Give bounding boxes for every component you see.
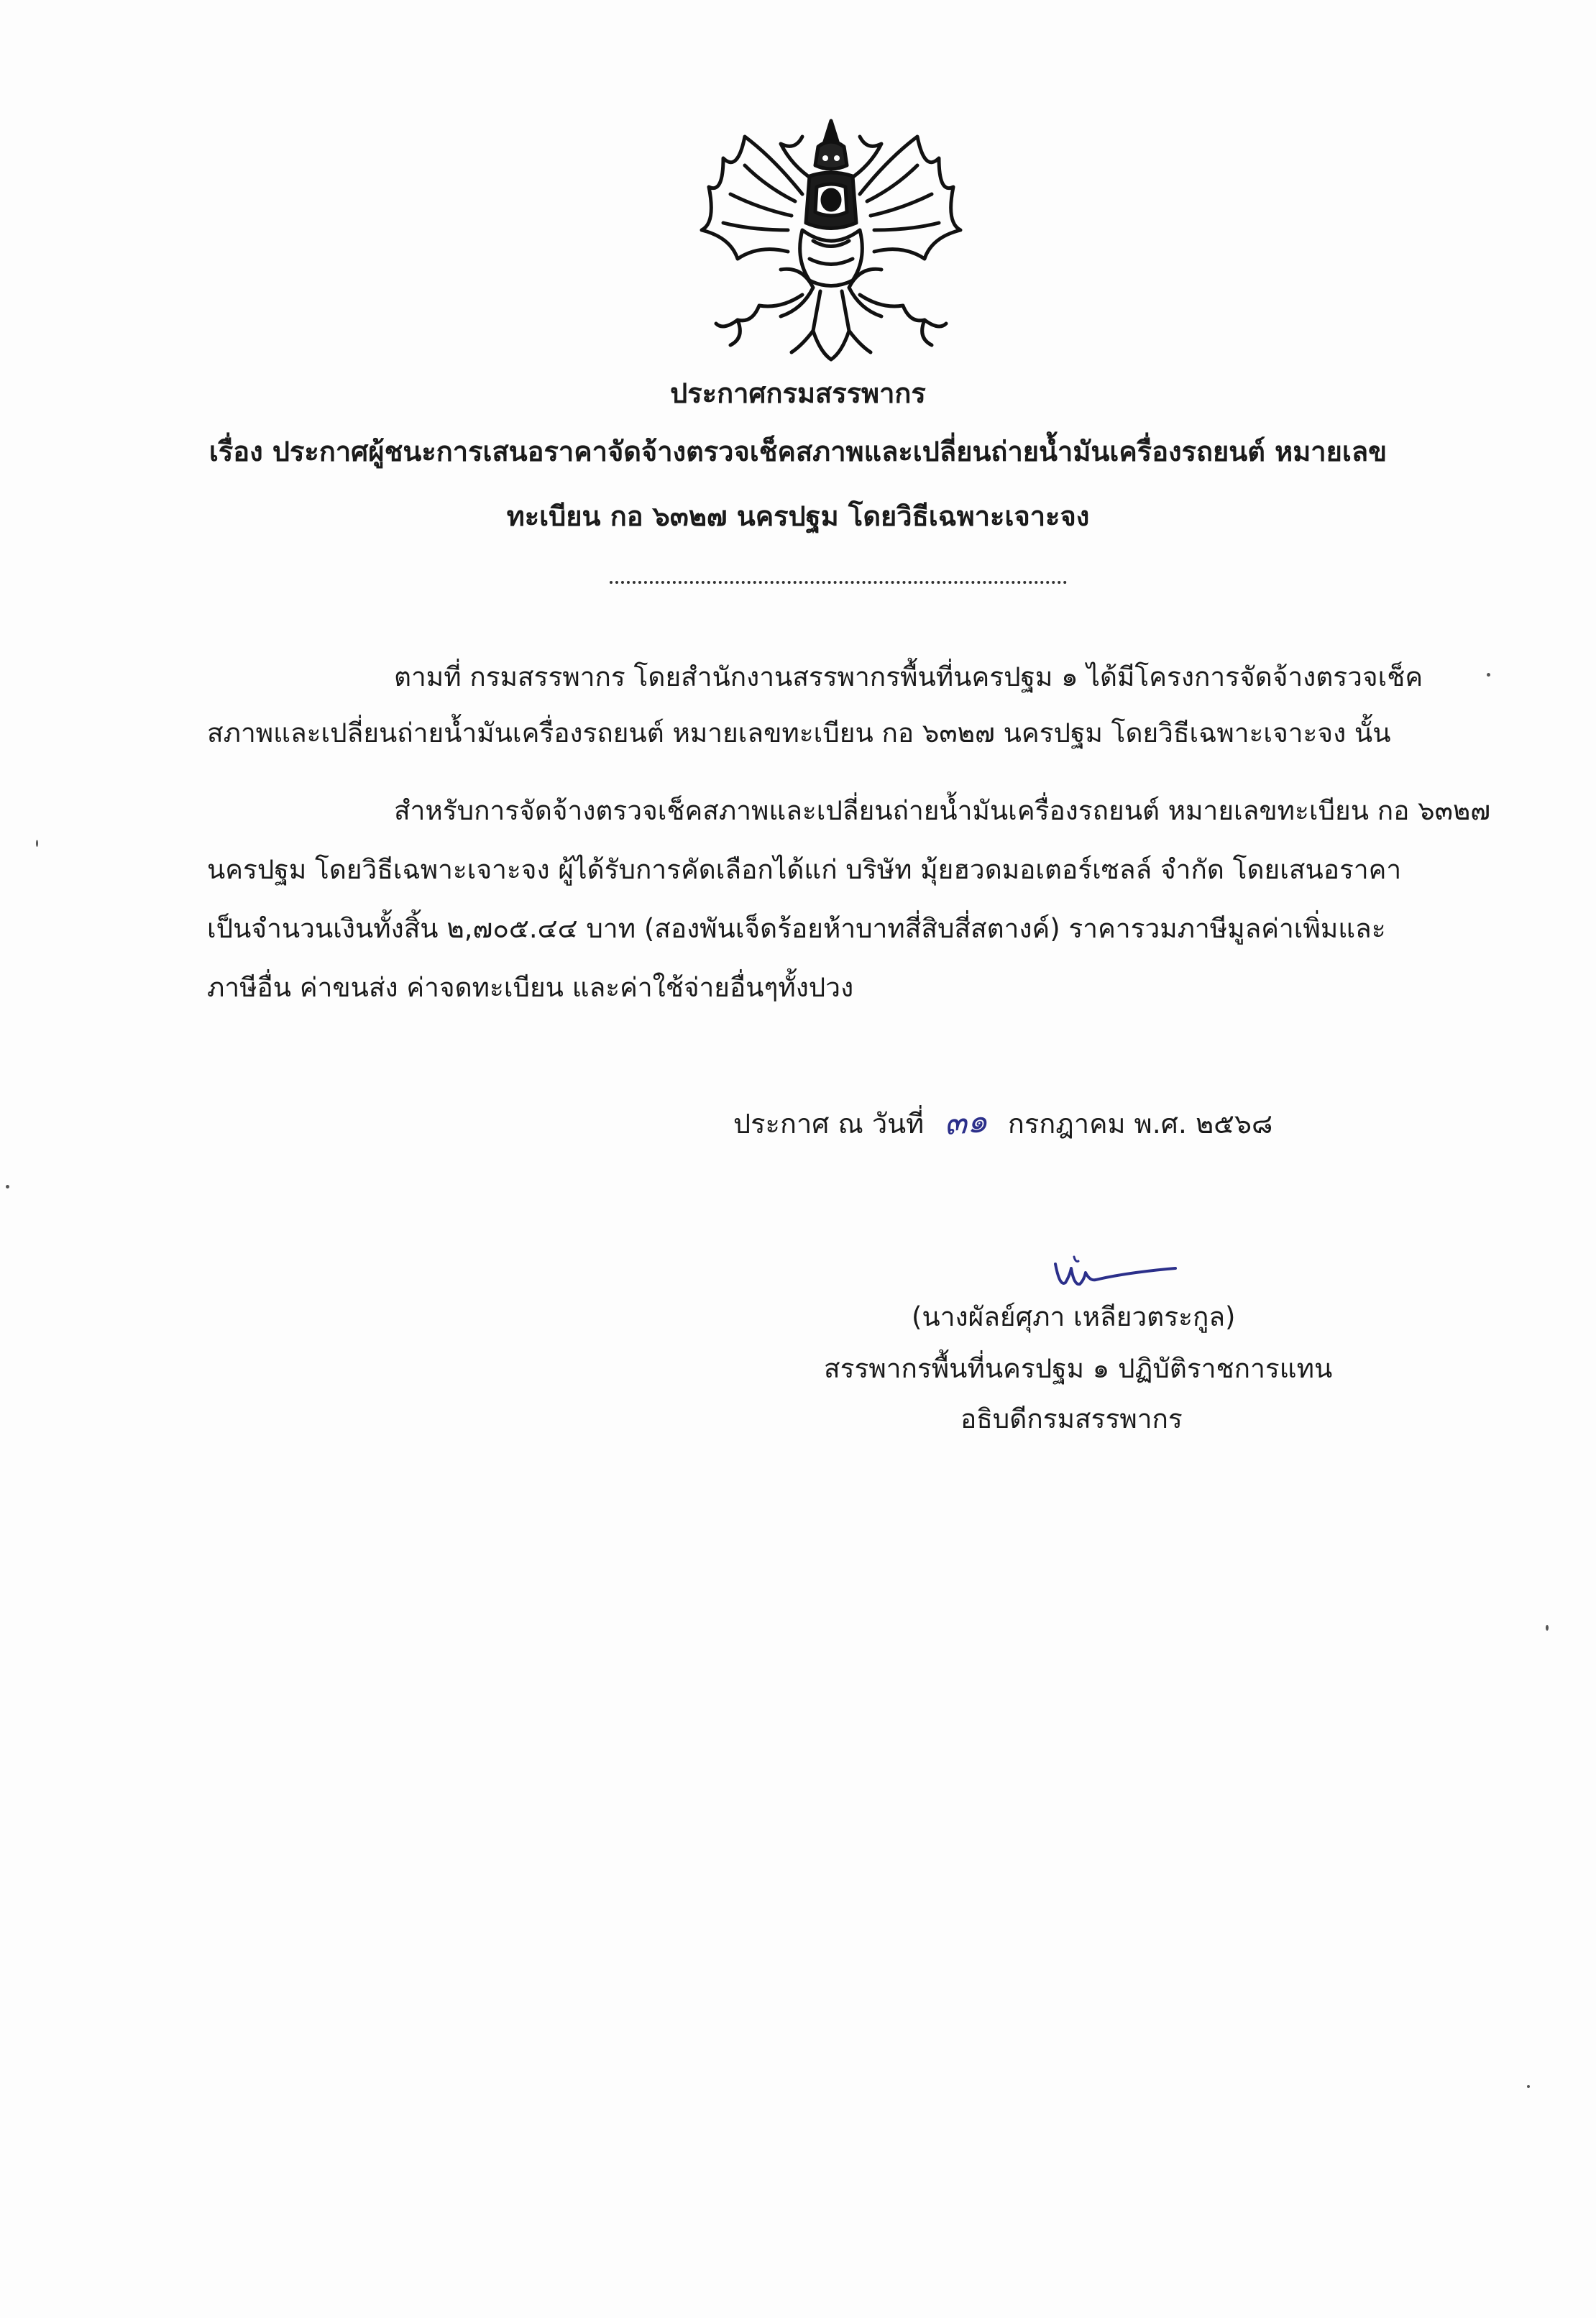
date-suffix: กรกฎาคม พ.ศ. ๒๕๖๘ [1007, 1108, 1273, 1140]
paragraph-2-line-3: เป็นจำนวนเงินทั้งสิ้น ๒,๗๐๕.๔๔ บาท (สองพันเจ็ดร้อยห้าบาทสี่สิบสี่สตางค์) ราคารวมภาษีมูลค่าเพิ่มและ [207, 913, 1386, 944]
signatory-position: สรรพากรพื้นที่นครปฐม ๑ ปฏิบัติราชการแทน [824, 1353, 1333, 1384]
handwritten-signature-icon [1050, 1254, 1179, 1297]
date-day-handwritten: ๓๑ [943, 1100, 989, 1143]
scan-speck [36, 840, 38, 847]
scan-speck [1546, 1625, 1549, 1631]
scan-speck [6, 1185, 9, 1188]
announcement-date [733, 1100, 1273, 1143]
scan-speck [1527, 2085, 1530, 2088]
paragraph-1-line-1: ตามที่ กรมสรรพากร โดยสำนักงานสรรพากรพื้นที่นครปฐม ๑ ได้มีโครงการจัดจ้างตรวจเช็ค [394, 661, 1423, 692]
paragraph-1-line-2: สภาพและเปลี่ยนถ่ายน้ำมันเครื่องรถยนต์ หมายเลขทะเบียน กอ ๖๓๒๗ นครปฐม โดยวิธีเฉพาะเจาะจง นั้น [207, 718, 1391, 748]
paragraph-2-line-2: นครปฐม โดยวิธีเฉพาะเจาะจง ผู้ได้รับการคัดเลือกได้แก่ บริษัท มุ้ยฮวดมอเตอร์เซลล์ จำกัด โดยเสนอราคา [207, 854, 1402, 885]
paragraph-2-line-4: ภาษีอื่น ค่าขนส่ง ค่าจดทะเบียน และค่าใช้จ่ายอื่นๆทั้งปวง [207, 972, 854, 1003]
scan-speck [1487, 673, 1490, 677]
garuda-emblem-icon [694, 115, 968, 367]
paragraph-2-line-1: สำหรับการจัดจ้างตรวจเช็คสภาพและเปลี่ยนถ่ายน้ำมันเครื่องรถยนต์ หมายเลขทะเบียน กอ ๖๓๒๗ [394, 795, 1491, 826]
document-title: ประกาศกรมสรรพากร [670, 377, 926, 409]
signatory-name: (นางผัลย์ศุภา เหลียวตระกูล) [912, 1301, 1236, 1332]
signatory-department: อธิบดีกรมสรรพากร [960, 1403, 1183, 1434]
dotted-separator [610, 581, 1067, 584]
subject-line-2: ทะเบียน กอ ๖๓๒๗ นครปฐม โดยวิธีเฉพาะเจาะจง [506, 500, 1090, 532]
date-prefix: ประกาศ ณ วันที่ [733, 1108, 925, 1140]
subject-line-1: เรื่อง ประกาศผู้ชนะการเสนอราคาจัดจ้างตรวจเช็คสภาพและเปลี่ยนถ่ายน้ำมันเครื่องรถยนต์ หมายเลข [208, 436, 1388, 467]
